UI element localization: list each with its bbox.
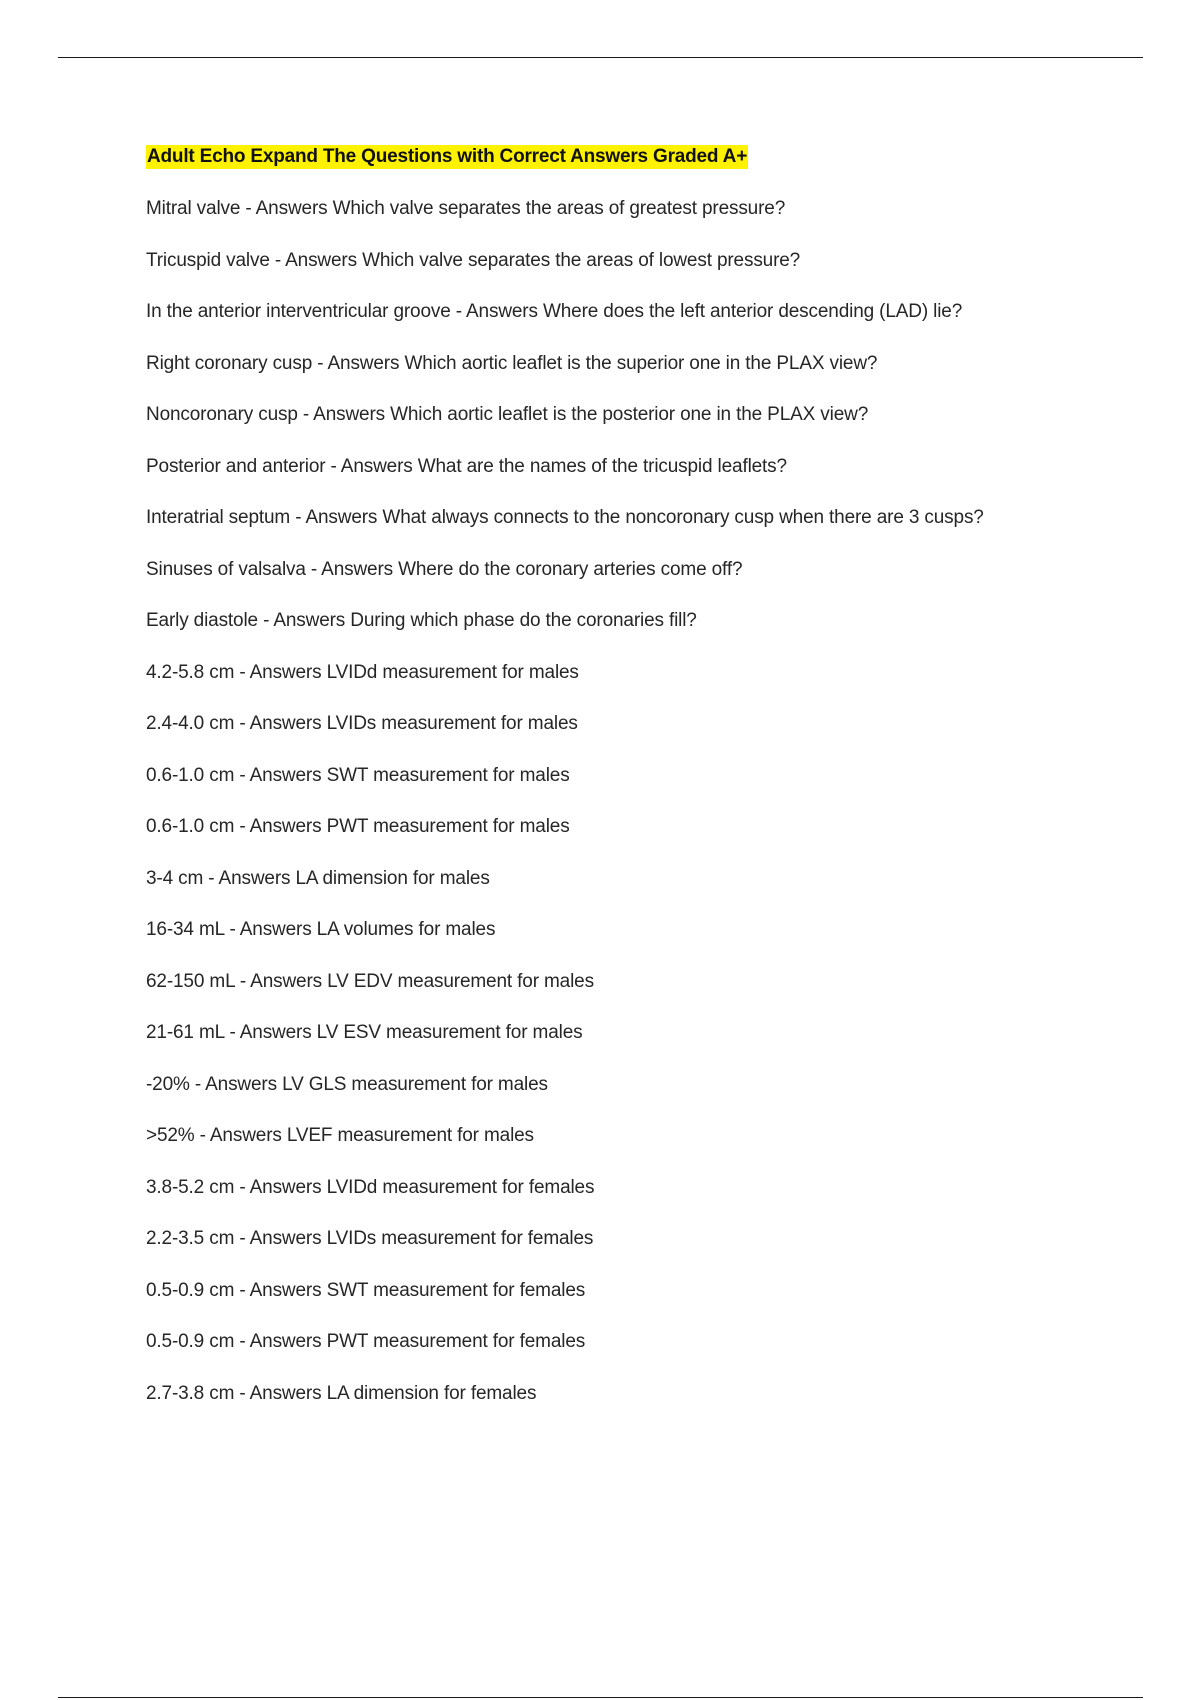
qa-item: 21-61 mL - Answers LV ESV measurement for males: [146, 1022, 583, 1043]
qa-list: [146, 197, 1146, 1406]
qa-item: Early diastole - Answers During which phase do the coronaries fill?: [146, 610, 697, 631]
qa-item: Sinuses of valsalva - Answers Where do the coronary arteries come off?: [146, 558, 743, 580]
qa-item: 0.5-0.9 cm - Answers SWT measurement for females: [146, 1279, 586, 1301]
qa-item: >52% - Answers LVEF measurement for males: [146, 1125, 534, 1146]
qa-item: Posterior and anterior - Answers What are the names of the tricuspid leaflets?: [146, 455, 787, 477]
qa-item: Tricuspid valve - Answers Which valve separates the areas of lowest pressure?: [146, 249, 801, 271]
qa-item: 62-150 mL - Answers LV EDV measurement for males: [146, 970, 594, 992]
qa-item: Mitral valve - Answers Which valve separates the areas of greatest pressure?: [146, 198, 786, 219]
qa-item: 0.6-1.0 cm - Answers SWT measurement for males: [146, 764, 570, 786]
footer-rule: [58, 1697, 1143, 1698]
qa-item: Noncoronary cusp - Answers Which aortic leaflet is the posterior one in the PLAX view?: [146, 404, 869, 425]
qa-item: 0.5-0.9 cm - Answers PWT measurement for females: [146, 1331, 586, 1352]
qa-item: 4.2-5.8 cm - Answers LVIDd measurement for males: [146, 661, 579, 683]
qa-item: -20% - Answers LV GLS measurement for males: [146, 1073, 548, 1095]
document-body: [146, 145, 1146, 1406]
qa-item: 2.4-4.0 cm - Answers LVIDs measurement for males: [146, 713, 578, 734]
document-title: Adult Echo Expand The Questions with Correct Answers Graded A+: [147, 146, 748, 167]
qa-item: 3.8-5.2 cm - Answers LVIDd measurement for females: [146, 1176, 595, 1198]
qa-item: Right coronary cusp - Answers Which aortic leaflet is the superior one in the PLAX view?: [146, 352, 878, 374]
qa-item: In the anterior interventricular groove - Answers Where does the left anterior descending (LAD) lie?: [146, 301, 963, 322]
qa-item: 3-4 cm - Answers LA dimension for males: [146, 867, 490, 889]
qa-item: 0.6-1.0 cm - Answers PWT measurement for males: [146, 816, 570, 837]
qa-item: Interatrial septum - Answers What always connects to the noncoronary cusp when there are 3 cusps?: [146, 507, 984, 528]
header-rule: [58, 57, 1143, 58]
qa-item: 16-34 mL - Answers LA volumes for males: [146, 919, 496, 940]
qa-item: 2.2-3.5 cm - Answers LVIDs measurement for females: [146, 1228, 594, 1249]
qa-item: 2.7-3.8 cm - Answers LA dimension for females: [146, 1382, 537, 1404]
